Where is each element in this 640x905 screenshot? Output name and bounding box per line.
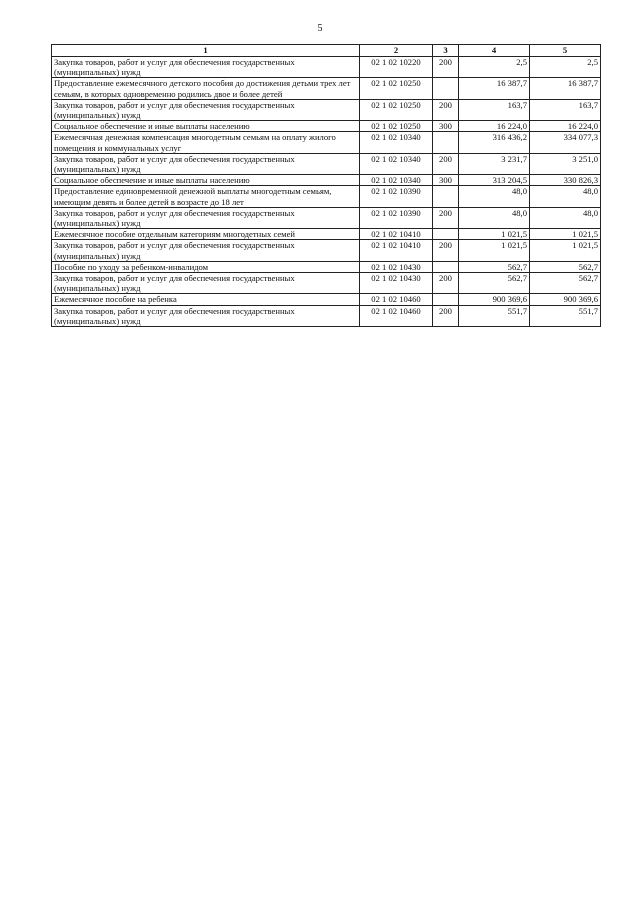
row-target-code: 02 1 02 10460	[360, 294, 433, 305]
row-amount-col4: 562,7	[459, 273, 530, 294]
row-description: Закупка товаров, работ и услуг для обеспечения государственных (муниципальных) нужд	[52, 305, 360, 326]
row-target-code: 02 1 02 10390	[360, 207, 433, 228]
column-header-5: 5	[530, 45, 601, 57]
budget-table	[51, 44, 601, 327]
table-row	[52, 99, 601, 120]
column-header-4: 4	[459, 45, 530, 57]
row-expense-type: 200	[433, 57, 459, 78]
row-expense-type: 200	[433, 305, 459, 326]
table-header-row	[52, 45, 601, 57]
row-expense-type: 200	[433, 153, 459, 174]
row-description: Закупка товаров, работ и услуг для обеспечения государственных (муниципальных) нужд	[52, 99, 360, 120]
row-amount-col4: 1 021,5	[459, 229, 530, 240]
row-description: Закупка товаров, работ и услуг для обеспечения государственных (муниципальных) нужд	[52, 57, 360, 78]
row-description: Ежемесячное пособие отдельным категориям многодетных семей	[52, 229, 360, 240]
row-amount-col5: 3 251,0	[530, 153, 601, 174]
row-description: Ежемесячная денежная компенсация многодетным семьям на оплату жилого помещения и коммунальных услуг	[52, 132, 360, 153]
row-amount-col5: 48,0	[530, 186, 601, 207]
row-amount-col4: 48,0	[459, 186, 530, 207]
row-expense-type	[433, 294, 459, 305]
row-amount-col4: 1 021,5	[459, 240, 530, 261]
row-description: Предоставление ежемесячного детского пособия до достижения детьми трех лет семьям, в которых одновременно родились двое и более детей	[52, 78, 360, 99]
table-row	[52, 78, 601, 99]
row-description: Закупка товаров, работ и услуг для обеспечения государственных (муниципальных) нужд	[52, 207, 360, 228]
row-amount-col4: 551,7	[459, 305, 530, 326]
row-target-code: 02 1 02 10340	[360, 153, 433, 174]
row-amount-col5: 562,7	[530, 261, 601, 272]
row-target-code: 02 1 02 10430	[360, 261, 433, 272]
row-description: Социальное обеспечение и иные выплаты населению	[52, 121, 360, 132]
row-amount-col4: 3 231,7	[459, 153, 530, 174]
row-expense-type	[433, 229, 459, 240]
row-expense-type: 200	[433, 207, 459, 228]
row-amount-col4: 48,0	[459, 207, 530, 228]
row-description: Пособие по уходу за ребенком-инвалидом	[52, 261, 360, 272]
row-expense-type	[433, 132, 459, 153]
row-amount-col4: 16 387,7	[459, 78, 530, 99]
table-row	[52, 186, 601, 207]
row-description: Предоставление единовременной денежной выплаты многодетным семьям, имеющим девять и более детей в возрасте до 18 лет	[52, 186, 360, 207]
row-amount-col4: 16 224,0	[459, 121, 530, 132]
row-amount-col5: 48,0	[530, 207, 601, 228]
table-row	[52, 153, 601, 174]
row-expense-type	[433, 261, 459, 272]
row-amount-col4: 313 204,5	[459, 175, 530, 186]
table-row	[52, 132, 601, 153]
table-row	[52, 294, 601, 305]
row-expense-type: 200	[433, 273, 459, 294]
row-description: Закупка товаров, работ и услуг для обеспечения государственных (муниципальных) нужд	[52, 273, 360, 294]
row-amount-col4: 163,7	[459, 99, 530, 120]
table-body	[52, 57, 601, 327]
table-row	[52, 261, 601, 272]
row-amount-col4: 562,7	[459, 261, 530, 272]
table-row	[52, 121, 601, 132]
row-amount-col5: 334 077,3	[530, 132, 601, 153]
row-expense-type	[433, 78, 459, 99]
row-amount-col5: 900 369,6	[530, 294, 601, 305]
row-amount-col5: 2,5	[530, 57, 601, 78]
row-amount-col4: 900 369,6	[459, 294, 530, 305]
row-target-code: 02 1 02 10250	[360, 78, 433, 99]
row-target-code: 02 1 02 10430	[360, 273, 433, 294]
row-description: Закупка товаров, работ и услуг для обеспечения государственных (муниципальных) нужд	[52, 153, 360, 174]
column-header-2: 2	[360, 45, 433, 57]
row-target-code: 02 1 02 10340	[360, 132, 433, 153]
table-row	[52, 175, 601, 186]
table-row	[52, 229, 601, 240]
row-amount-col5: 1 021,5	[530, 240, 601, 261]
table-row	[52, 273, 601, 294]
table-row	[52, 207, 601, 228]
row-amount-col5: 16 224,0	[530, 121, 601, 132]
row-amount-col4: 316 436,2	[459, 132, 530, 153]
row-target-code: 02 1 02 10410	[360, 240, 433, 261]
row-expense-type	[433, 186, 459, 207]
row-expense-type: 200	[433, 99, 459, 120]
table-row	[52, 240, 601, 261]
row-description: Социальное обеспечение и иные выплаты населению	[52, 175, 360, 186]
row-target-code: 02 1 02 10250	[360, 121, 433, 132]
row-expense-type: 300	[433, 121, 459, 132]
row-expense-type: 200	[433, 240, 459, 261]
page-number: 5	[317, 23, 323, 34]
table-row	[52, 305, 601, 326]
row-target-code: 02 1 02 10250	[360, 99, 433, 120]
column-header-1: 1	[52, 45, 360, 57]
row-description: Ежемесячное пособие на ребенка	[52, 294, 360, 305]
row-description: Закупка товаров, работ и услуг для обеспечения государственных (муниципальных) нужд	[52, 240, 360, 261]
row-target-code: 02 1 02 10460	[360, 305, 433, 326]
row-target-code: 02 1 02 10390	[360, 186, 433, 207]
row-amount-col5: 1 021,5	[530, 229, 601, 240]
row-amount-col5: 163,7	[530, 99, 601, 120]
row-amount-col5: 16 387,7	[530, 78, 601, 99]
row-target-code: 02 1 02 10410	[360, 229, 433, 240]
column-header-3: 3	[433, 45, 459, 57]
row-amount-col5: 551,7	[530, 305, 601, 326]
table-row	[52, 57, 601, 78]
row-target-code: 02 1 02 10220	[360, 57, 433, 78]
row-expense-type: 300	[433, 175, 459, 186]
row-amount-col4: 2,5	[459, 57, 530, 78]
row-amount-col5: 330 826,3	[530, 175, 601, 186]
row-amount-col5: 562,7	[530, 273, 601, 294]
row-target-code: 02 1 02 10340	[360, 175, 433, 186]
